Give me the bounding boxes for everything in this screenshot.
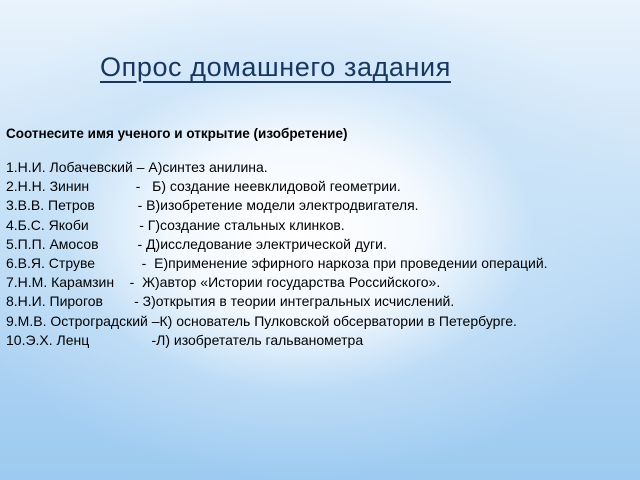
list-item: 10.Э.Х. Ленц -Л) изобретатель гальванометра	[6, 331, 364, 348]
list-item: 9.М.В. Остроградский –К) основатель Пулковской обсерватории в Петербурге.	[6, 312, 517, 329]
slide-title: Опрос домашнего задания	[100, 52, 451, 82]
list-item: 8.Н.И. Пирогов - З)открытия в теории интегральных исчислений.	[6, 293, 455, 310]
list-item: 1.Н.И. Лобачевский – А)синтез анилина.	[6, 159, 268, 175]
list-item: 5.П.П. Амосов - Д)исследование электрической дуги.	[6, 235, 387, 252]
list-item: 4.Б.С. Якоби - Г)создание стальных клинков.	[6, 216, 345, 233]
matching-list	[6, 158, 548, 350]
list-item: 7.Н.М. Карамзин - Ж)автор «Истории государства Российского».	[6, 274, 441, 291]
task-instruction: Соотнесите имя ученого и открытие (изобретение)	[6, 126, 348, 141]
list-item: 2.Н.Н. Зинин - Б) создание неевклидовой геометрии.	[6, 178, 401, 195]
list-item: 6.В.Я. Струве - Е)применение эфирного наркоза при проведении операций.	[6, 254, 548, 271]
list-item: 3.В.В. Петров - В)изобретение модели электродвигателя.	[6, 197, 419, 214]
